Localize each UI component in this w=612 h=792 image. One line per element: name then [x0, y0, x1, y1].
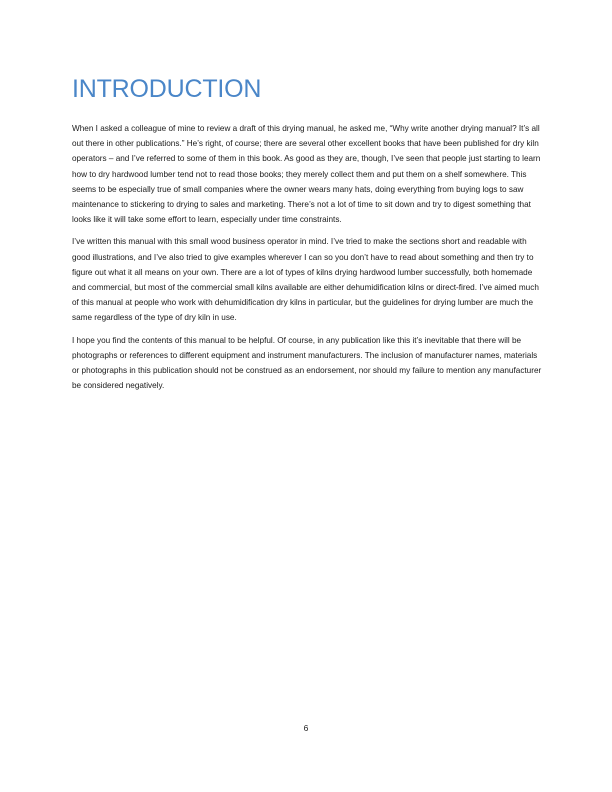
paragraph-1: When I asked a colleague of mine to review a draft of this drying manual, he asked me, “Why write another drying manual? It’s all out there in other publications.” He’s right, of course; there are several other excellent books that have been published for dry kiln operators – and I’ve referred to some of them in this book. As good as they are, though, I’ve seen that people just starting to learn how to dry hardwood lumber tend not to read those books; they merely collect them and put them on a shelf somewhere. This seems to be especially true of small companies where the owner wears many hats, doing everything from buying logs to saw maintenance to stickering to drying to sales and marketing. There’s not a lot of time to sit down and try to digest something that looks like it will take some effort to learn, especially under time constraints. [72, 124, 541, 225]
paragraph-3: I hope you find the contents of this manual to be helpful. Of course, in any publication like this it’s inevitable that there will be photographs or references to different equipment and instrument manufacturers. The inclusion of manufacturer names, materials or photographs in this publication should not be construed as an endorsement, nor should my failure to mention any manufacturer be considered negatively. [72, 335, 542, 391]
body-text [72, 121, 544, 400]
page-number: 6 [303, 723, 309, 733]
paragraph-2: I’ve written this manual with this small wood business operator in mind. I’ve tried to make the sections short and readable with good illustrations, and I’ve also tried to give examples wherever I can so you don’t have to read about something and then try to figure out what it all means on your own. There are a lot of types of kilns drying hardwood lumber successfully, both homemade and commercial, but most of the commercial small kilns available are either dehumidification kilns or direct-fired. I’ve aimed much of this manual at people who work with dehumidification dry kilns in particular, but the guidelines for drying lumber are much the same regardless of the type of dry kiln in use. [72, 237, 539, 323]
page-title: INTRODUCTION [72, 75, 262, 103]
